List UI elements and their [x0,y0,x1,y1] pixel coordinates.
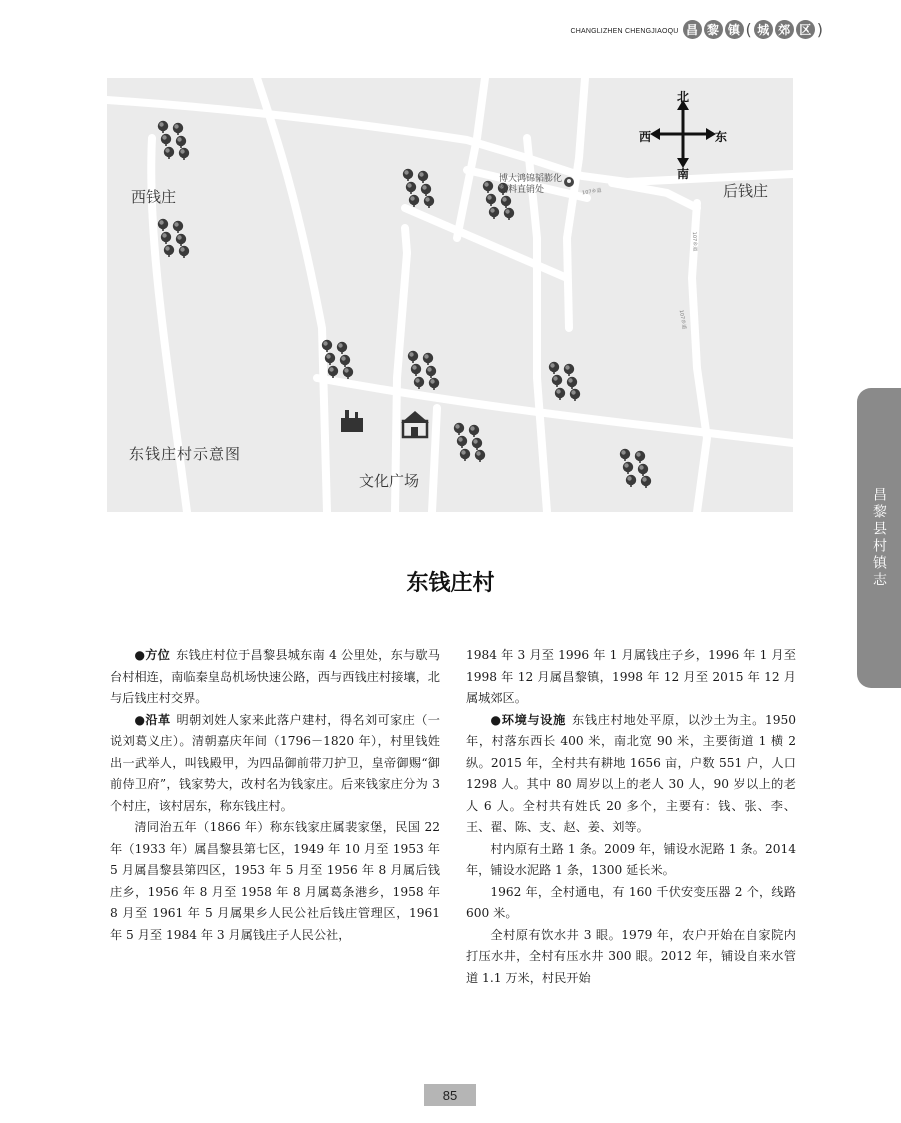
poi-line-1: 博大鸿锦韬膨化 [499,174,563,184]
page-number: 85 [424,1084,476,1106]
compass-south: 南 [677,167,690,181]
paragraph-text: 全村原有饮水井 3 眼。1979 年，农户开始在自家院内打压水井，全村有压水井 300 眼。2012 年，铺设自来水管道 1.1 万米，村民开始 [466,927,796,985]
compass-west: 西 [639,130,652,144]
paragraph-text: 1962 年，全村通电，有 160 千伏安变压器 2 个，线路 600 米。 [466,884,796,920]
section-heading: ●环境与设施 [490,712,567,727]
paragraph [466,645,796,710]
compass-arrows [650,100,716,168]
road-label: 107乡道 [581,187,602,197]
paragraph-text: 1984 年 3 月至 1996 年 1 月属钱庄子乡，1996 年 1 月至 1998 年 12 月属昌黎镇，1998 年 12 月至 2015 年 12 月属城郊区。 [466,648,796,705]
map-caption: 东钱庄村示意图 [129,445,242,463]
compass-east: 东 [715,130,728,144]
running-header [570,20,823,39]
paragraph [466,882,796,925]
right-column [466,645,796,989]
road-label: 107乡道 [677,309,687,330]
plaza-icons [341,410,429,437]
compass-north: 北 [677,90,690,104]
map-label-plaza: 文化广场 [359,472,420,490]
paragraph [466,839,796,882]
header-town [683,20,824,39]
map-poi-feed-store [499,174,562,196]
paragraph [110,817,440,946]
paragraph-text: 明朝刘姓人家来此落户建村，得名刘可家庄（一说刘葛义庄）。清朝嘉庆年间（1796－1820 年），村里钱姓出一武举人，叫钱殿甲，为四品御前带刀护卫，皇帝御赐“御前侍卫府”，钱家势大，改村名为钱家庄。后来钱家庄分为 3 个村庄，该村居东，称东钱庄村。 [110,712,440,813]
section-heading: ●沿革 [134,712,171,727]
section-heading: ●方位 [134,648,171,662]
paragraph [110,645,440,710]
header-town-char: 镇 [725,20,744,39]
article-title: 东钱庄村 [406,571,495,596]
paragraph-text: 东钱庄村地处平原，以沙土为主。1950 年，村落东西长 400 米，南北宽 90 米，主要街道 1 横 2 纵。2015 年，全村共有耕地 1656 亩，户数 551 户，人口 1298 人。其中 80 周岁以上的老人 30 人，90 岁以上的老人 6 人。全村共有姓氏 20 多个，主要有：钱、张、李、王、翟、陈、支、赵、姜、刘等。 [466,712,796,834]
paragraph [466,710,796,839]
paragraph-text: 清同治五年（1866 年）称东钱家庄属裴家堡，民国 22 年（1933 年）属昌黎县第七区，1949 年 10 月至 1953 年 5 月属昌黎县第四区，1953 年 5 月至 1956 年 8 月属后钱庄乡，1956 年 8 月至 1958 年 8 月属葛条港乡，1958 年 8 月至 1961 年 5 月属果乡人民公社后钱庄管理区，1961 年 5 月至 1984 年 3 月属钱庄子人民公社， [110,820,440,942]
header-district-char: 郊 [775,20,794,39]
side-tab-label: 昌黎县村镇志 [871,487,887,589]
header-town-char: 黎 [704,20,723,39]
header-pinyin: CHANGLIZHEN CHENGJIAOQU [570,28,679,35]
paragraph-text: 东钱庄村位于昌黎县城东南 4 公里处，东与歇马台村相连，南临秦皇岛机场快速公路，西与西钱庄村接壤，北与后钱庄村交界。 [110,648,440,705]
header-district-char: 区 [796,20,815,39]
paragraph-text: 村内原有土路 1 条。2009 年，铺设水泥路 1 条。2014 年，铺设水泥路 1 条，1300 延长米。 [466,841,796,877]
header-town-char: 昌 [683,20,702,39]
paragraph [110,710,440,818]
header-paren-close: ) [816,20,823,39]
paragraph [466,925,796,990]
road-label: 107乡道 [690,231,698,252]
map-label-east-village: 后钱庄 [723,182,769,200]
village-map [107,78,793,512]
poi-line-2: 饲料直销处 [499,185,545,195]
poi-marker [564,177,574,187]
side-tab [857,388,901,688]
map-label-west-village: 西钱庄 [131,188,177,206]
header-paren-open: ( [745,20,752,39]
left-column [110,645,440,946]
header-district-char: 城 [754,20,773,39]
